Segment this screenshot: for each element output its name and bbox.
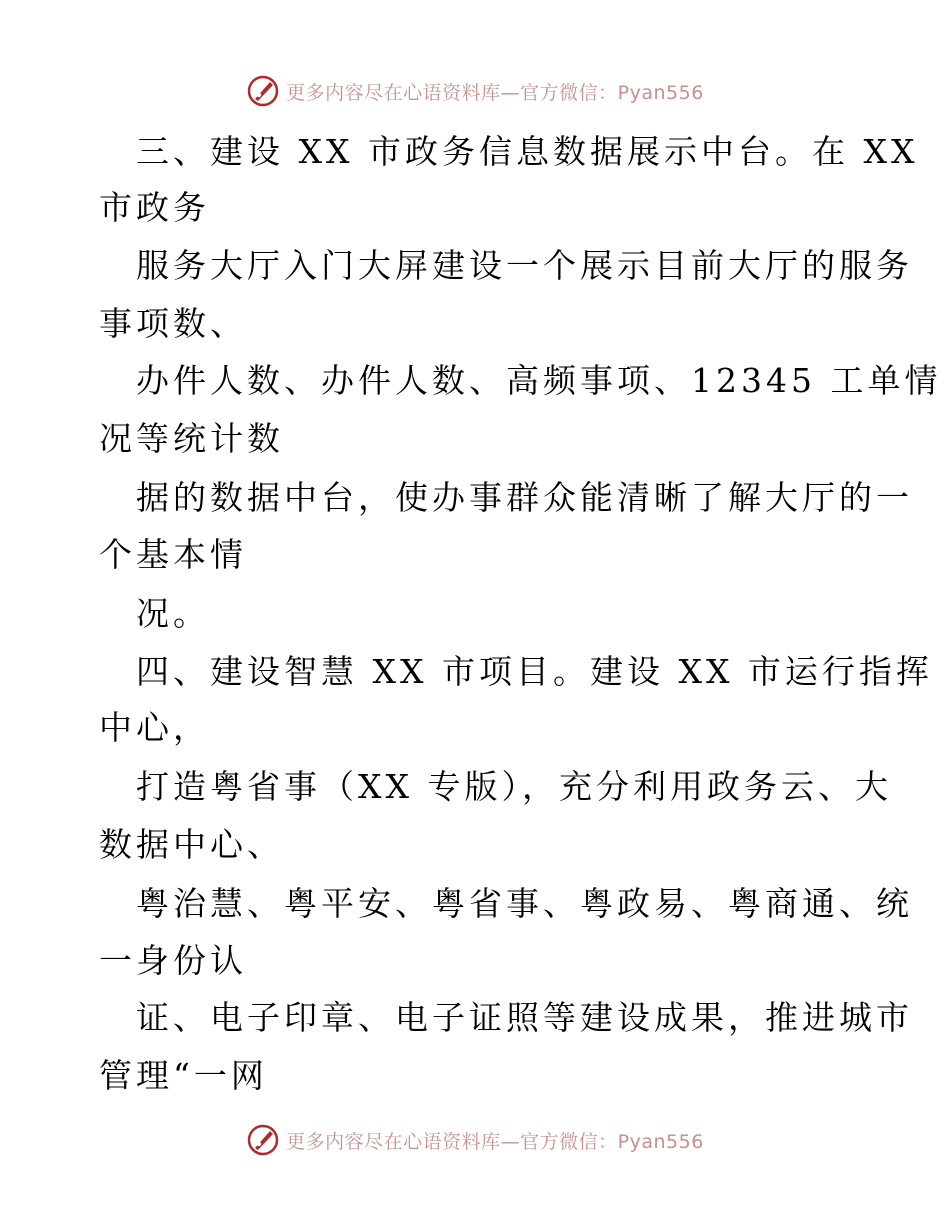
body-line: 办件人数、办件人数、高频事项、12345 工单情 bbox=[136, 361, 942, 400]
pen-circle-logo-icon bbox=[246, 74, 280, 108]
body-line: 中心， bbox=[99, 708, 210, 747]
body-line: 管理“一网 bbox=[99, 1056, 268, 1095]
pen-circle-logo-icon bbox=[246, 1123, 280, 1157]
footer-banner bbox=[0, 1120, 950, 1160]
body-line: 市政务 bbox=[99, 188, 210, 227]
body-line: 据的数据中台，使办事群众能清晰了解大厅的一 bbox=[136, 478, 913, 517]
header-banner bbox=[0, 71, 950, 111]
body-line: 四、建设智慧 XX 市项目。建设 XX 市运行指挥 bbox=[136, 652, 933, 691]
footer-banner-text: 更多内容尽在心语资料库—官方微信：Pyan556 bbox=[286, 1130, 704, 1153]
body-line: 数据中心、 bbox=[99, 825, 284, 864]
body-line: 粤治慧、粤平安、粤省事、粤政易、粤商通、统 bbox=[136, 884, 913, 923]
body-line: 打造粤省事（XX 专版），充分利用政务云、大 bbox=[136, 767, 892, 806]
body-line: 一身份认 bbox=[99, 941, 247, 980]
body-line: 况等统计数 bbox=[99, 419, 284, 458]
body-line: 证、电子印章、电子证照等建设成果，推进城市 bbox=[136, 998, 913, 1037]
body-line: 个基本情 bbox=[99, 535, 247, 574]
header-banner-text: 更多内容尽在心语资料库—官方微信：Pyan556 bbox=[286, 81, 704, 104]
body-line: 服务大厅入门大屏建设一个展示目前大厅的服务 bbox=[136, 246, 913, 285]
body-line: 事项数、 bbox=[99, 304, 247, 343]
body-line: 况。 bbox=[136, 594, 210, 633]
body-line: 三、建设 XX 市政务信息数据展示中台。在 XX bbox=[136, 132, 919, 171]
